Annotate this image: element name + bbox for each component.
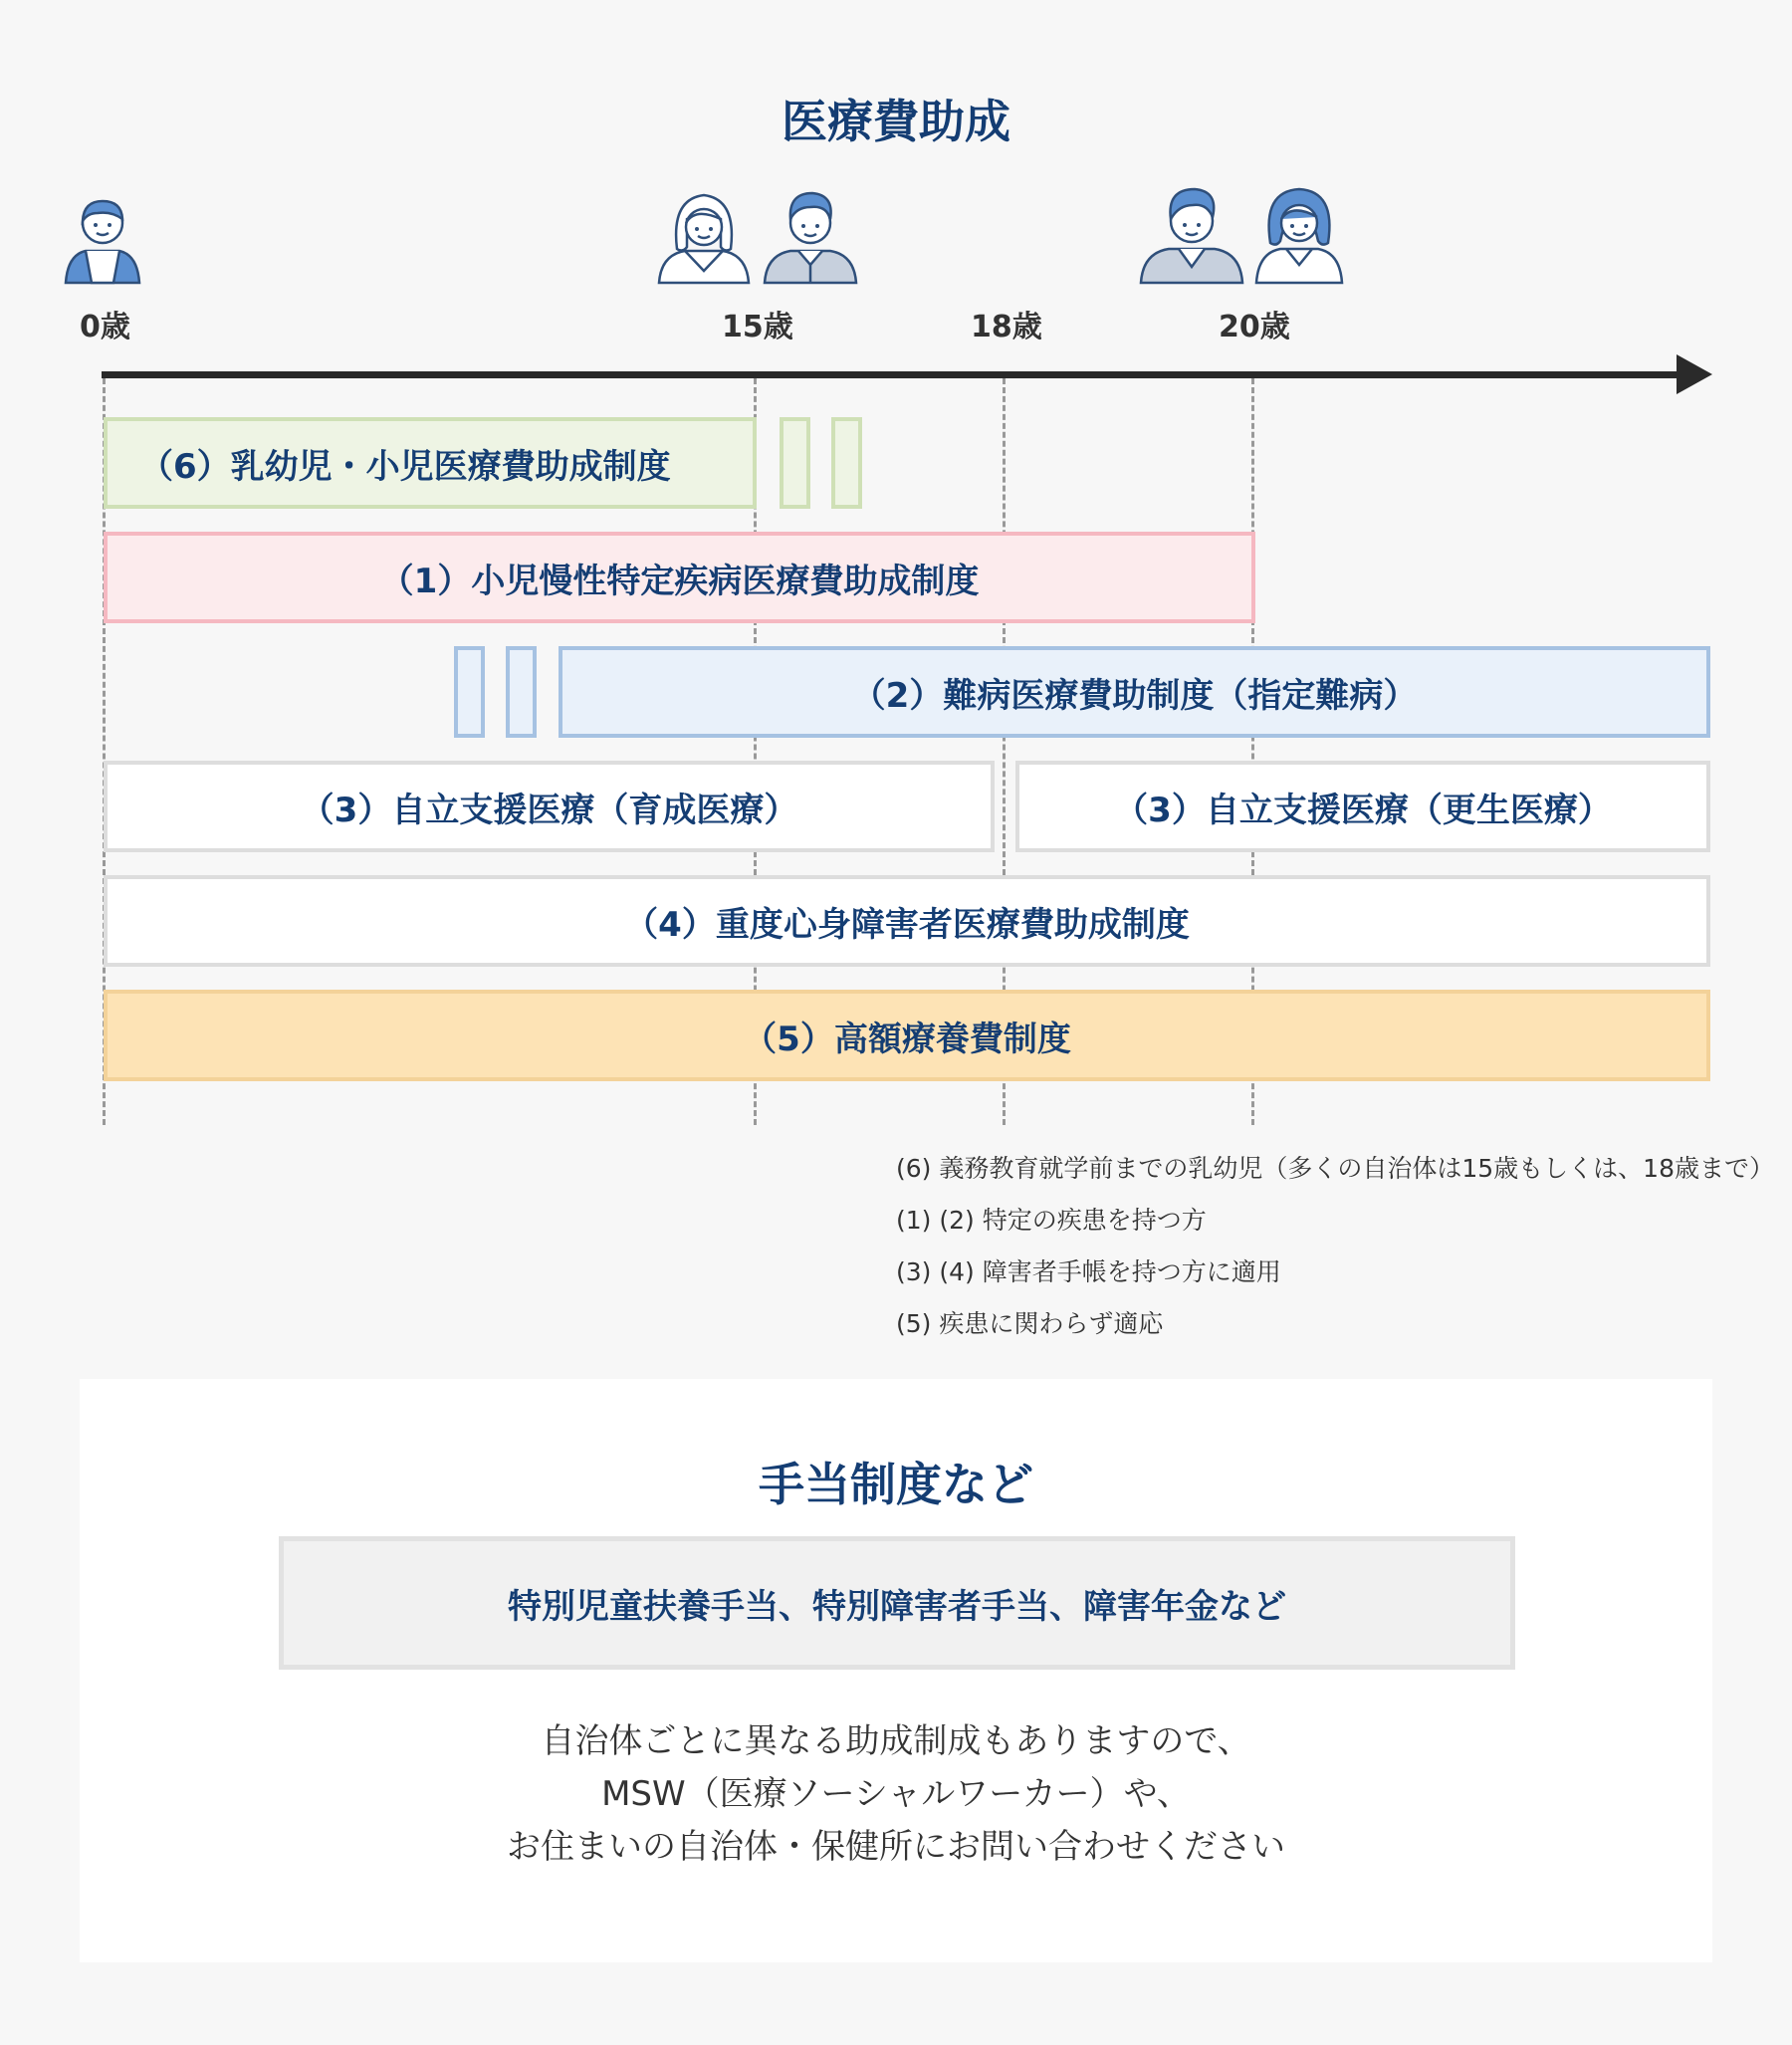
bar-extension-mark <box>454 646 485 738</box>
bar-extension-mark <box>831 417 862 509</box>
note-item: (1) (2) 特定の疾患を持つ方 <box>896 1206 1207 1235</box>
bar-high-cost-medical: （5）高額療養費制度 <box>104 990 1710 1081</box>
bar-severe-disability-subsidy: （4）重度心身障害者医療費助成制度 <box>104 875 1710 967</box>
bar-extension-mark <box>780 417 810 509</box>
age-label-15: 15歳 <box>722 310 793 344</box>
note-item: (6) 義務教育就学前までの乳幼児（多くの自治体は15歳もしくは、18歳まで） <box>896 1154 1774 1183</box>
man-adult-icon <box>1137 183 1246 285</box>
age-label-20: 20歳 <box>1219 310 1290 344</box>
timeline-axis <box>102 371 1684 378</box>
woman-adult-icon <box>1252 183 1346 285</box>
boy-student-icon <box>761 187 860 285</box>
bar-pediatric-medical-subsidy: （6）乳幼児・小児医療費助成制度 <box>104 417 757 509</box>
bar-intractable-disease: （2）難病医療費助制度（指定難病） <box>559 646 1710 738</box>
note-item: (5) 疾患に関わらず適応 <box>896 1309 1164 1338</box>
allowance-list-box: 特別児童扶養手当、特別障害者手当、障害年金など <box>279 1536 1515 1670</box>
bar-extension-mark <box>506 646 537 738</box>
bar-chronic-pediatric-disease: （1）小児慢性特定疾病医療費助成制度 <box>104 532 1255 623</box>
allowance-title: 手当制度など <box>759 1458 1033 1511</box>
age-label-18: 18歳 <box>971 310 1042 344</box>
message-line: 自治体ごとに異なる助成制成もありますので、 <box>541 1721 1251 1761</box>
notes-list <box>896 1153 1774 1360</box>
infant-icon <box>62 193 143 285</box>
arrow-right-icon <box>1677 354 1712 394</box>
message-line: お住まいの自治体・保健所にお問い合わせください <box>507 1827 1285 1867</box>
bar-independence-support-child: （3）自立支援医療（育成医療） <box>104 761 995 852</box>
page-title: 医療費助成 <box>782 95 1010 148</box>
allowance-panel <box>80 1379 1712 1962</box>
message-line: MSW（医療ソーシャルワーカー）や、 <box>601 1774 1191 1814</box>
note-item: (3) (4) 障害者手帳を持つ方に適用 <box>896 1257 1281 1286</box>
age-label-0: 0歳 <box>80 310 130 344</box>
contact-message <box>80 1715 1712 1874</box>
girl-student-icon <box>655 189 753 285</box>
bar-independence-support-adult: （3）自立支援医療（更生医療） <box>1015 761 1710 852</box>
